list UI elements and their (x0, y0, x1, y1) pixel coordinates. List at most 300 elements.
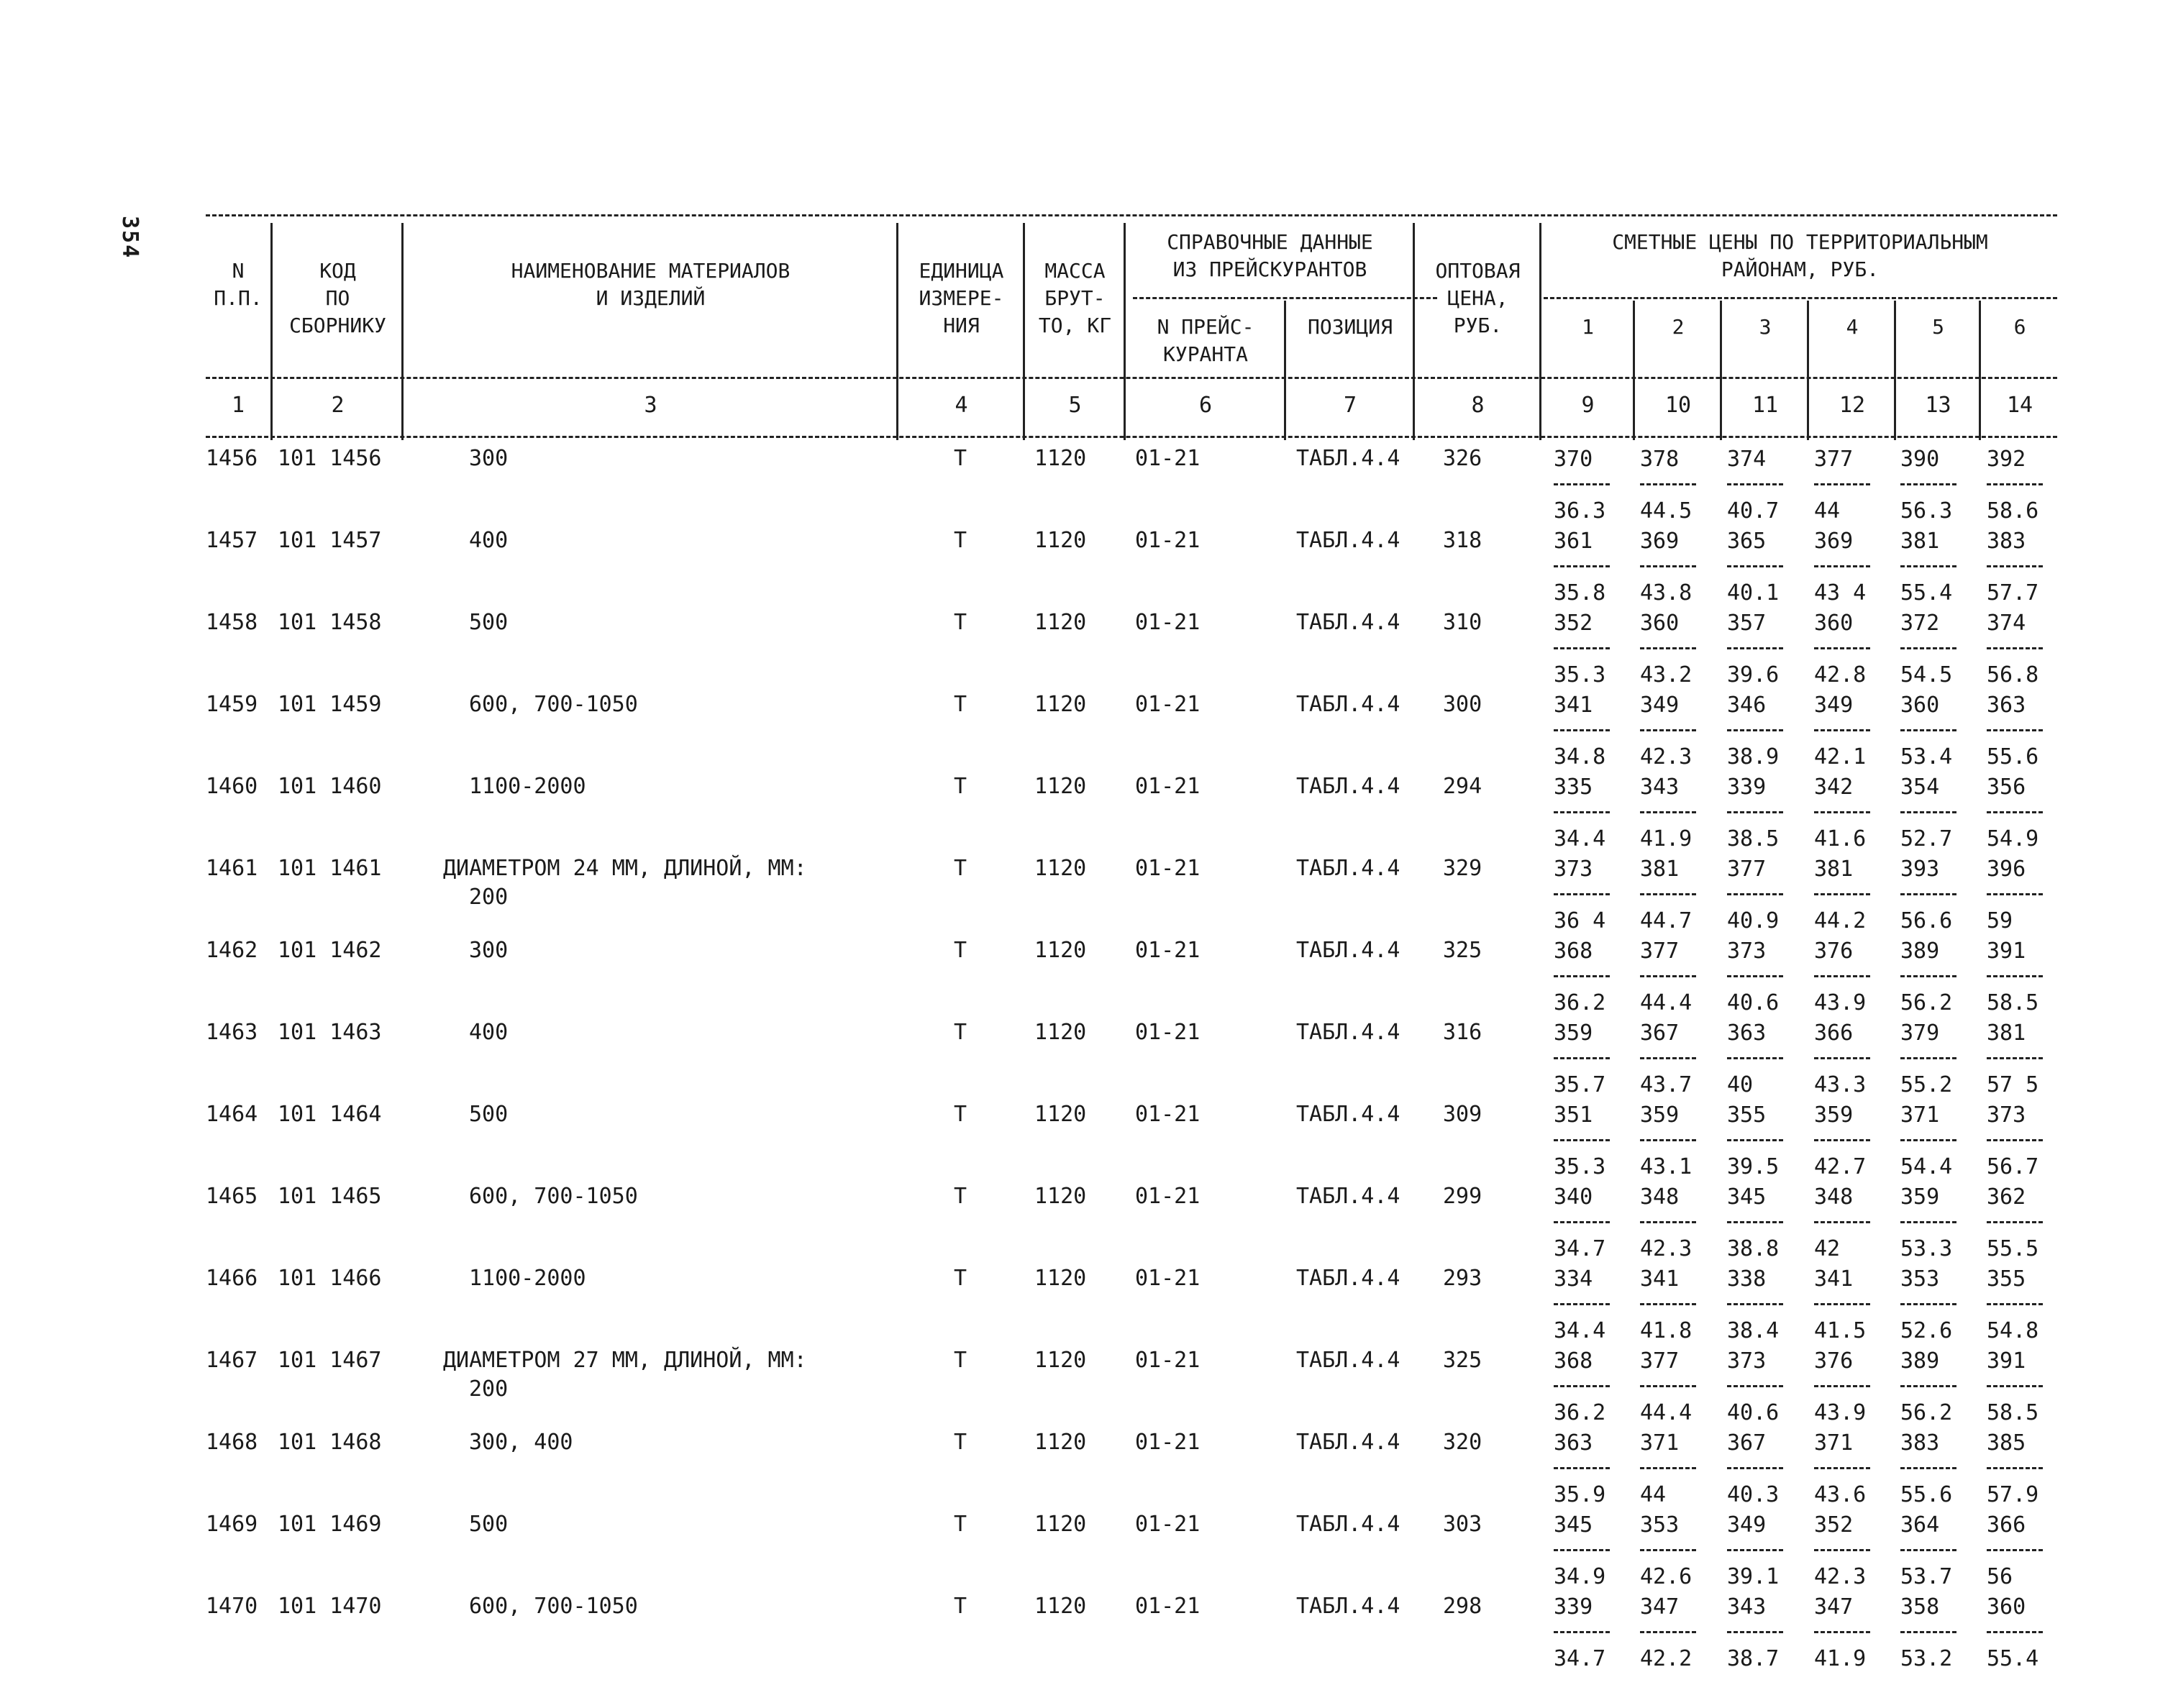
fraction-bar (1987, 811, 2043, 813)
col-divider-9 (1633, 301, 1635, 440)
district-price-value: 389 (1900, 1348, 1940, 1374)
cell-name: ДИАМЕТРОМ 24 ММ, ДЛИНОЙ, ММ: (443, 856, 807, 881)
colnum-11: 11 (1751, 393, 1779, 418)
table-top-rule (206, 214, 2057, 216)
district-price-3 (1727, 774, 1792, 853)
fraction-bar (1900, 1467, 1956, 1469)
cell-unit: Т (954, 528, 967, 553)
district-price-value: 358 (1900, 1594, 1940, 1620)
fraction-bar (1987, 1057, 2043, 1059)
cell-name: ДИАМЕТРОМ 27 ММ, ДЛИНОЙ, ММ: (443, 1348, 807, 1373)
district-price-value: 353 (1640, 1512, 1680, 1538)
cell-price-list: 01-21 (1135, 1430, 1201, 1455)
cell-name: 300 (469, 446, 509, 471)
cell-name: 500 (469, 1102, 509, 1127)
district-price-2 (1640, 938, 1705, 1017)
cell-wholesale: 294 (1443, 774, 1482, 799)
cell-name: 400 (469, 528, 509, 553)
district-transport-value: 42.3 (1640, 744, 1693, 769)
fraction-bar (1900, 647, 1956, 649)
cell-name: 600, 700-1050 (469, 1594, 638, 1619)
header-position: ПОЗИЦИЯ (1307, 315, 1393, 339)
district-price-value: 372 (1900, 611, 1940, 636)
district-price-value: 351 (1554, 1102, 1593, 1128)
cell-mass: 1120 (1034, 856, 1087, 881)
district-transport-value: 54.9 (1987, 826, 2039, 851)
cell-mass: 1120 (1034, 528, 1087, 553)
district-price-6 (1987, 1020, 2051, 1099)
cell-code: 101 1469 (278, 1512, 382, 1537)
cell-code: 101 1465 (278, 1184, 382, 1209)
fraction-bar (1900, 1221, 1956, 1223)
cell-num: 1465 (206, 1184, 258, 1209)
district-transport-value: 42.6 (1640, 1564, 1693, 1589)
district-transport-value: 35.8 (1554, 580, 1606, 606)
fraction-bar (1987, 1303, 2043, 1305)
district-price-value: 378 (1640, 447, 1680, 472)
district-price-2 (1640, 1594, 1705, 1673)
district-price-value: 389 (1900, 939, 1940, 964)
fraction-bar (1814, 565, 1870, 567)
district-price-value: 381 (1640, 857, 1680, 882)
colnum-5: 5 (1068, 393, 1082, 418)
district-price-4 (1814, 1594, 1879, 1673)
cell-mass: 1120 (1034, 610, 1087, 635)
district-price-4 (1814, 938, 1879, 1017)
district-transport-value: 43.6 (1814, 1482, 1867, 1507)
district-transport-value: 58.5 (1987, 990, 2039, 1015)
fraction-bar (1554, 647, 1610, 649)
district-price-6 (1987, 1430, 2051, 1509)
col-divider-7 (1413, 223, 1415, 440)
district-transport-value: 59 (1987, 908, 2013, 933)
cell-wholesale: 303 (1443, 1512, 1482, 1537)
cell-num: 1470 (206, 1594, 258, 1619)
district-price-1 (1554, 938, 1618, 1017)
district-price-value: 385 (1987, 1430, 2026, 1456)
cell-num: 1462 (206, 938, 258, 963)
district-price-value: 355 (1987, 1266, 2026, 1292)
district-price-1 (1554, 446, 1618, 525)
district-price-3 (1727, 856, 1792, 935)
district-price-value: 341 (1640, 1266, 1680, 1292)
fraction-bar (1814, 1549, 1870, 1551)
fraction-bar (1987, 647, 2043, 649)
district-transport-value: 43.7 (1640, 1072, 1693, 1097)
district-price-3 (1727, 1184, 1792, 1263)
cell-unit: Т (954, 1020, 967, 1045)
district-price-2 (1640, 774, 1705, 853)
cell-code: 101 1464 (278, 1102, 382, 1127)
district-price-1 (1554, 610, 1618, 689)
district-transport-value: 34.4 (1554, 826, 1606, 851)
fraction-bar (1727, 975, 1783, 977)
cell-mass: 1120 (1034, 1102, 1087, 1127)
district-price-5 (1900, 692, 1965, 771)
header-bottom-rule (206, 377, 2057, 379)
fraction-bar (1900, 1631, 1956, 1633)
district-price-value: 373 (1987, 1102, 2026, 1128)
cell-wholesale: 316 (1443, 1020, 1482, 1045)
colnum-8: 8 (1471, 393, 1485, 418)
fraction-bar (1640, 1467, 1696, 1469)
district-transport-value: 58.6 (1987, 498, 2039, 524)
district-price-3 (1727, 938, 1792, 1017)
district-price-value: 360 (1814, 611, 1854, 636)
cell-name: 500 (469, 610, 509, 635)
district-transport-value: 35.3 (1554, 1154, 1606, 1179)
district-price-5 (1900, 774, 1965, 853)
fraction-bar (1727, 647, 1783, 649)
cell-unit: Т (954, 1348, 967, 1373)
fraction-bar (1640, 483, 1696, 485)
district-price-value: 371 (1640, 1430, 1680, 1456)
district-price-value: 352 (1814, 1512, 1854, 1538)
district-price-value: 340 (1554, 1184, 1593, 1210)
district-transport-value: 43 4 (1814, 580, 1867, 606)
district-price-value: 343 (1640, 775, 1680, 800)
colnum-2: 2 (331, 393, 345, 418)
fraction-bar (1814, 1303, 1870, 1305)
district-price-value: 367 (1640, 1020, 1680, 1046)
cell-num: 1460 (206, 774, 258, 799)
district-transport-value: 44 (1640, 1482, 1667, 1507)
district-transport-value: 56.8 (1987, 662, 2039, 688)
district-transport-value: 44.2 (1814, 908, 1867, 933)
fraction-bar (1554, 729, 1610, 731)
cell-mass: 1120 (1034, 1184, 1087, 1209)
district-price-3 (1727, 446, 1792, 525)
district-price-4 (1814, 1184, 1879, 1263)
cell-wholesale: 329 (1443, 856, 1482, 881)
header-unit: ЕДИНИЦА ИЗМЕРЕ- НИЯ (919, 259, 1004, 337)
district-transport-value: 40.1 (1727, 580, 1780, 606)
cell-price-list: 01-21 (1135, 1348, 1201, 1373)
fraction-bar (1640, 975, 1696, 977)
district-transport-value: 53.3 (1900, 1236, 1953, 1261)
fraction-bar (1554, 565, 1610, 567)
cell-wholesale: 298 (1443, 1594, 1482, 1619)
cell-price-list: 01-21 (1135, 446, 1201, 471)
district-price-1 (1554, 1102, 1618, 1181)
district-price-value: 383 (1900, 1430, 1940, 1456)
cell-num: 1468 (206, 1430, 258, 1455)
district-transport-value: 40.3 (1727, 1482, 1780, 1507)
fraction-bar (1814, 975, 1870, 977)
district-price-value: 364 (1900, 1512, 1940, 1538)
district-price-value: 374 (1727, 447, 1767, 472)
district-price-2 (1640, 1512, 1705, 1591)
fraction-bar (1640, 1385, 1696, 1387)
fraction-bar (1987, 1385, 2043, 1387)
district-price-4 (1814, 774, 1879, 853)
district-price-value: 391 (1987, 939, 2026, 964)
cell-mass: 1120 (1034, 1594, 1087, 1619)
fraction-bar (1554, 1303, 1610, 1305)
district-price-5 (1900, 610, 1965, 689)
district-price-value: 343 (1727, 1594, 1767, 1620)
district-transport-value: 40.6 (1727, 990, 1780, 1015)
cell-unit: Т (954, 610, 967, 635)
cell-position: ТАБЛ.4.4 (1296, 1512, 1400, 1537)
fraction-bar (1900, 1385, 1956, 1387)
header-district-5: 5 (1932, 315, 1944, 339)
district-price-2 (1640, 528, 1705, 607)
district-transport-value: 34.8 (1554, 744, 1606, 769)
fraction-bar (1727, 565, 1783, 567)
cell-wholesale: 326 (1443, 446, 1482, 471)
district-price-value: 359 (1640, 1102, 1680, 1128)
district-transport-value: 56.6 (1900, 908, 1953, 933)
district-price-value: 381 (1900, 529, 1940, 554)
district-price-value: 359 (1900, 1184, 1940, 1210)
district-price-value: 367 (1727, 1430, 1767, 1456)
district-transport-value: 40 (1727, 1072, 1754, 1097)
fraction-bar (1814, 1221, 1870, 1223)
district-price-3 (1727, 1266, 1792, 1345)
col-divider-10 (1720, 301, 1722, 440)
district-transport-value: 57.9 (1987, 1482, 2039, 1507)
district-price-value: 369 (1814, 529, 1854, 554)
cell-unit: Т (954, 774, 967, 799)
district-transport-value: 53.2 (1900, 1646, 1953, 1671)
district-price-value: 349 (1814, 693, 1854, 718)
district-transport-value: 44.5 (1640, 498, 1693, 524)
cell-price-list: 01-21 (1135, 610, 1201, 635)
district-price-2 (1640, 692, 1705, 771)
district-price-1 (1554, 1020, 1618, 1099)
cell-mass: 1120 (1034, 1348, 1087, 1373)
district-price-2 (1640, 1102, 1705, 1181)
district-price-value: 334 (1554, 1266, 1593, 1292)
cell-unit: Т (954, 1102, 967, 1127)
col-divider-3 (896, 223, 898, 440)
fraction-bar (1554, 1221, 1610, 1223)
district-price-6 (1987, 610, 2051, 689)
fraction-bar (1900, 811, 1956, 813)
cell-price-list: 01-21 (1135, 856, 1201, 881)
price-table (206, 207, 2057, 1671)
fraction-bar (1987, 1467, 2043, 1469)
district-price-3 (1727, 1430, 1792, 1509)
cell-code: 101 1470 (278, 1594, 382, 1619)
district-transport-value: 43.3 (1814, 1072, 1867, 1097)
cell-unit: Т (954, 692, 967, 717)
district-price-value: 342 (1814, 775, 1854, 800)
cell-wholesale: 325 (1443, 938, 1482, 963)
district-price-value: 369 (1640, 529, 1680, 554)
district-price-4 (1814, 528, 1879, 607)
district-price-value: 365 (1727, 529, 1767, 554)
district-price-value: 363 (1987, 693, 2026, 718)
district-transport-value: 34.4 (1554, 1318, 1606, 1343)
district-price-value: 347 (1814, 1594, 1854, 1620)
district-price-value: 355 (1727, 1102, 1767, 1128)
fraction-bar (1640, 1303, 1696, 1305)
district-price-1 (1554, 1512, 1618, 1591)
district-price-value: 366 (1987, 1512, 2026, 1538)
col-divider-1 (270, 223, 273, 440)
cell-price-list: 01-21 (1135, 1020, 1201, 1045)
district-transport-value: 35.7 (1554, 1072, 1606, 1097)
district-price-1 (1554, 1184, 1618, 1263)
header-code: КОД ПО СБОРНИКУ (289, 259, 386, 337)
cell-position: ТАБЛ.4.4 (1296, 1594, 1400, 1619)
district-transport-value: 56.3 (1900, 498, 1953, 524)
district-price-value: 376 (1814, 939, 1854, 964)
district-price-value: 339 (1554, 1594, 1593, 1620)
cell-price-list: 01-21 (1135, 774, 1201, 799)
district-price-4 (1814, 1348, 1879, 1427)
header-district-2: 2 (1672, 315, 1685, 339)
district-price-value: 346 (1727, 693, 1767, 718)
district-transport-value: 38.7 (1727, 1646, 1780, 1671)
district-price-5 (1900, 1512, 1965, 1591)
fraction-bar (1987, 1221, 2043, 1223)
district-price-value: 347 (1640, 1594, 1680, 1620)
district-transport-value: 36 4 (1554, 908, 1606, 933)
fraction-bar (1640, 729, 1696, 731)
fraction-bar (1727, 483, 1783, 485)
district-price-2 (1640, 856, 1705, 935)
district-price-5 (1900, 528, 1965, 607)
district-price-2 (1640, 1348, 1705, 1427)
district-price-1 (1554, 528, 1618, 607)
district-price-4 (1814, 1512, 1879, 1591)
district-price-value: 381 (1987, 1020, 2026, 1046)
district-transport-value: 36.3 (1554, 498, 1606, 524)
cell-price-list: 01-21 (1135, 1266, 1201, 1291)
district-price-6 (1987, 1512, 2051, 1591)
cell-code: 101 1467 (278, 1348, 382, 1373)
fraction-bar (1554, 1385, 1610, 1387)
cell-unit: Т (954, 1512, 967, 1537)
district-price-value: 349 (1640, 693, 1680, 718)
cell-mass: 1120 (1034, 1266, 1087, 1291)
fraction-bar (1900, 1303, 1956, 1305)
cell-name: 1100-2000 (469, 1266, 586, 1291)
fraction-bar (1900, 1139, 1956, 1141)
fraction-bar (1814, 483, 1870, 485)
district-transport-value: 53.7 (1900, 1564, 1953, 1589)
district-transport-value: 38.9 (1727, 744, 1780, 769)
header-num: N П.П. (214, 259, 263, 310)
district-price-4 (1814, 1020, 1879, 1099)
colnum-14: 14 (2006, 393, 2033, 418)
district-price-value: 383 (1987, 529, 2026, 554)
district-transport-value: 56.2 (1900, 990, 1953, 1015)
district-price-value: 391 (1987, 1348, 2026, 1374)
district-transport-value: 39.6 (1727, 662, 1780, 688)
district-price-3 (1727, 1348, 1792, 1427)
district-price-value: 371 (1900, 1102, 1940, 1128)
district-transport-value: 42.3 (1814, 1564, 1867, 1589)
district-price-6 (1987, 774, 2051, 853)
fraction-bar (1640, 1549, 1696, 1551)
fraction-bar (1727, 1221, 1783, 1223)
cell-position: ТАБЛ.4.4 (1296, 1348, 1400, 1373)
colnum-bottom-rule (206, 436, 2057, 438)
fraction-bar (1727, 1631, 1783, 1633)
fraction-bar (1640, 565, 1696, 567)
cell-num: 1456 (206, 446, 258, 471)
fraction-bar (1640, 1221, 1696, 1223)
district-transport-value: 56 (1987, 1564, 2013, 1589)
col-divider-5 (1124, 223, 1126, 440)
district-transport-value: 54.8 (1987, 1318, 2039, 1343)
district-price-6 (1987, 1184, 2051, 1263)
cell-code: 101 1462 (278, 938, 382, 963)
district-transport-value: 55.2 (1900, 1072, 1953, 1097)
cell-unit: Т (954, 1184, 967, 1209)
fraction-bar (1640, 1057, 1696, 1059)
fraction-bar (1900, 1057, 1956, 1059)
district-transport-value: 52.7 (1900, 826, 1953, 851)
cell-num: 1461 (206, 856, 258, 881)
district-transport-value: 41.5 (1814, 1318, 1867, 1343)
district-transport-value: 43.2 (1640, 662, 1693, 688)
fraction-bar (1987, 1139, 2043, 1141)
fraction-bar (1900, 483, 1956, 485)
district-price-4 (1814, 1266, 1879, 1345)
district-transport-value: 40.7 (1727, 498, 1780, 524)
district-transport-value: 42.7 (1814, 1154, 1867, 1179)
district-price-4 (1814, 1430, 1879, 1509)
district-price-value: 341 (1814, 1266, 1854, 1292)
district-transport-value: 40.6 (1727, 1400, 1780, 1425)
fraction-bar (1554, 1057, 1610, 1059)
cell-wholesale: 310 (1443, 610, 1482, 635)
header-district-4: 4 (1846, 315, 1859, 339)
cell-position: ТАБЛ.4.4 (1296, 1266, 1400, 1291)
district-transport-value: 52.6 (1900, 1318, 1953, 1343)
fraction-bar (1814, 1467, 1870, 1469)
cell-price-list: 01-21 (1135, 528, 1201, 553)
district-price-1 (1554, 1594, 1618, 1673)
district-price-3 (1727, 528, 1792, 607)
cell-wholesale: 293 (1443, 1266, 1482, 1291)
district-price-value: 390 (1900, 447, 1940, 472)
district-transport-value: 35.9 (1554, 1482, 1606, 1507)
district-price-value: 354 (1900, 775, 1940, 800)
district-price-4 (1814, 856, 1879, 935)
district-price-value: 373 (1554, 857, 1593, 882)
district-price-value: 356 (1987, 775, 2026, 800)
district-price-1 (1554, 692, 1618, 771)
district-price-5 (1900, 1430, 1965, 1509)
district-transport-value: 44.4 (1640, 1400, 1693, 1425)
district-transport-value: 36.2 (1554, 990, 1606, 1015)
cell-num: 1463 (206, 1020, 258, 1045)
cell-unit: Т (954, 938, 967, 963)
district-transport-value: 34.7 (1554, 1236, 1606, 1261)
cell-code: 101 1457 (278, 528, 382, 553)
header-price-group: СМЕТНЫЕ ЦЕНЫ ПО ТЕРРИТОРИАЛЬНЫМ РАЙОНАМ, РУБ. (1612, 230, 1988, 281)
cell-code: 101 1463 (278, 1020, 382, 1045)
cell-num: 1458 (206, 610, 258, 635)
cell-position: ТАБЛ.4.4 (1296, 528, 1400, 553)
district-transport-value: 38.5 (1727, 826, 1780, 851)
cell-unit: Т (954, 1594, 967, 1619)
district-price-value: 362 (1987, 1184, 2026, 1210)
cell-name: 400 (469, 1020, 509, 1045)
col-divider-12 (1894, 301, 1896, 440)
fraction-bar (1987, 729, 2043, 731)
district-transport-value: 34.7 (1554, 1646, 1606, 1671)
cell-name: 300, 400 (469, 1430, 573, 1455)
district-price-4 (1814, 610, 1879, 689)
district-price-value: 377 (1814, 447, 1854, 472)
